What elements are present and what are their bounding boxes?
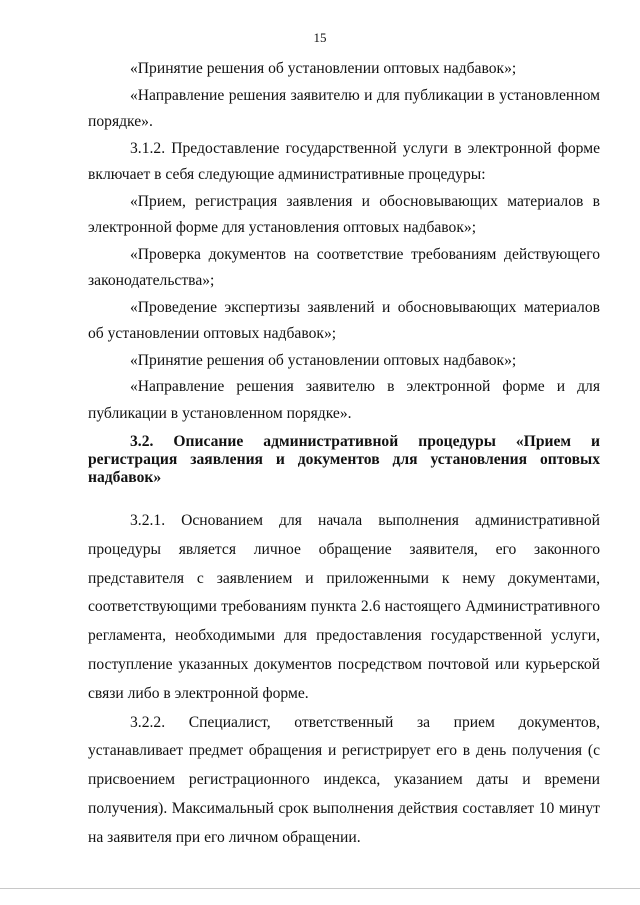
page-number: 15	[313, 30, 327, 45]
section-body	[88, 507, 600, 853]
paragraph: «Прием, регистрация заявления и обосновывающих материалов в электронной форме для установления оптовых надбавок»;	[88, 192, 600, 236]
section-heading: 3.2. Описание административной процедуры «Прием и регистрация заявления и документов для установления оптовых надбавок»	[88, 433, 600, 486]
paragraph: «Направление решения заявителю и для публикации в установленном порядке».	[88, 86, 600, 130]
paragraph: «Принятие решения об установлении оптовых надбавок»;	[130, 60, 517, 77]
paragraph: 3.2.1. Основанием для начала выполнения административной процедуры является личное обращение заявителя, его законного представителя с заявлением и приложенными к нему документами, соответствующими требованиям пункта 2.6 настоящего Административного регламента, необходимыми для предоставления государственной услуги, поступление указанных документов посредством почтовой или курьерской связи либо в электронной форме.	[88, 512, 600, 702]
paragraph: 3.2.2. Специалист, ответственный за прием документов, устанавливает предмет обращения и регистрирует его в день получения (с присвоением регистрационного индекса, указанием даты и времени получения). Максимальный срок выполнения действия составляет 10 минут на заявителя при его личном обращении.	[88, 713, 600, 846]
paragraph: «Направление решения заявителю в электронной форме и для публикации в установленном порядке».	[88, 378, 600, 422]
paragraph: «Проведение экспертизы заявлений и обосновывающих материалов об установлении оптовых надбавок»;	[88, 298, 600, 342]
paragraph: «Проверка документов на соответствие требованиям действующего законодательства»;	[88, 245, 600, 289]
page-bottom-edge	[0, 888, 640, 889]
paragraph: «Принятие решения об установлении оптовых надбавок»;	[130, 351, 517, 369]
paragraph: 3.1.2. Предоставление государственной услуги в электронной форме включает в себя следующие административные процедуры:	[88, 139, 600, 183]
document-body	[88, 56, 600, 853]
